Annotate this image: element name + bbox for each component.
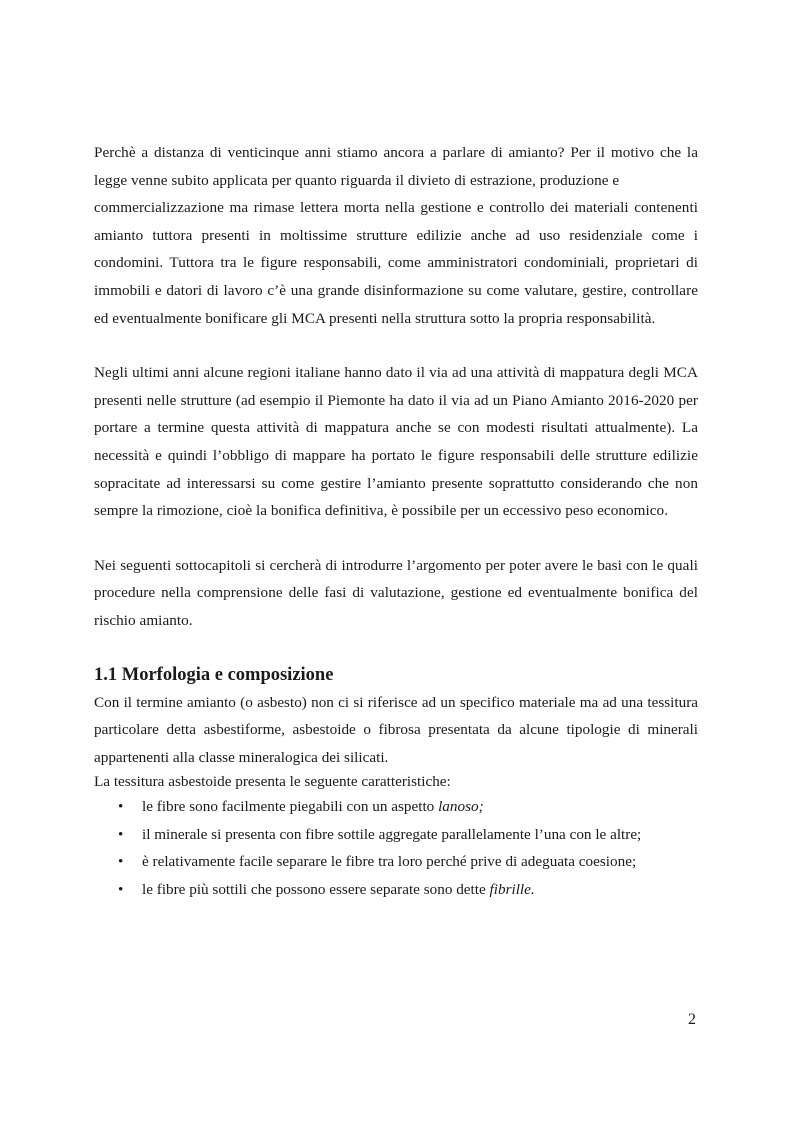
paragraph-intro-line: Perchè a distanza di venticinque anni stiamo ancora a parlare di amianto? Per il motivo che la legge venne subito applicata per quanto riguarda il divieto di estrazione, produzione e — [94, 144, 698, 189]
list-item-text: è relativamente facile separare le fibre tra loro perché prive di adeguata coesione; — [142, 853, 637, 871]
section-body: Con il termine amianto (o asbesto) non ci si riferisce ad un specifico materiale ma ad una tessitura particolare detta asbestiforme, asbestoide o fibrosa presentata da alcune tipologie di minerali appartenenti alla classe mineralogica dei silicati. — [94, 693, 698, 766]
list-item-text: le fibre più sottili che possono essere separate sono dette — [142, 880, 490, 898]
list-item-emphasis: fibrille. — [489, 880, 535, 898]
bullet-icon: • — [118, 798, 124, 816]
paragraph-gap — [94, 332, 698, 359]
list-item — [94, 876, 698, 903]
document-page — [94, 139, 698, 903]
list-item-emphasis: lanoso; — [438, 798, 484, 816]
paragraph-intro-continued: commercializzazione ma rimase lettera morta nella gestione e controllo dei materiali contenenti amianto tuttora presenti in moltissime strutture edilizie anche ad uso residenziale come i condomini. Tuttora tra le figure responsabili, come amministratori condominiali, proprietari di immobili e datori di lavoro c’è una grande disinformazione su come valutare, gestire, controllare ed eventualmente bonificare gli MCA presenti nella struttura sotto la propria responsabilità. — [94, 199, 698, 327]
list-item — [94, 848, 698, 875]
characteristics-list — [94, 793, 698, 903]
paragraph-mapping: Negli ultimi anni alcune regioni italiane hanno dato il via ad una attività di mappatura degli MCA presenti nelle strutture (ad esempio il Piemonte ha dato il via ad un Piano Amianto 2016-2020 per portare a termine questa attività di mappatura anche se con modesti risultati attualmente). La necessità e quindi l’obbligo di mappare ha portato le figure responsabili delle strutture edilizie sopracitate ad interessarsi su come gestire l’amianto presente soprattutto considerando che non sempre la rimozione, cioè la bonifica definitiva, è possibile per un eccessivo peso economico. — [94, 364, 698, 520]
paragraph-gap — [94, 525, 698, 552]
page-number: 2 — [688, 1011, 696, 1028]
list-item-text: le fibre sono facilmente piegabili con un aspetto — [142, 798, 439, 816]
bullet-icon: • — [118, 853, 124, 871]
bullet-icon: • — [118, 880, 124, 898]
bullet-icon: • — [118, 825, 124, 843]
list-item-text: il minerale si presenta con fibre sottile aggregate parallelamente l’una con le altre; — [142, 825, 642, 843]
section-heading: 1.1 Morfologia e composizione — [94, 664, 334, 685]
list-item — [94, 821, 698, 848]
list-item — [94, 793, 698, 820]
list-intro: La tessitura asbestoide presenta le seguente caratteristiche: — [94, 773, 451, 791]
paragraph-subchapters: Nei seguenti sottocapitoli si cercherà di introdurre l’argomento per poter avere le basi con le quali procedure nella comprensione delle fasi di valutazione, gestione ed eventualmente bonifica del rischio amianto. — [94, 556, 698, 629]
